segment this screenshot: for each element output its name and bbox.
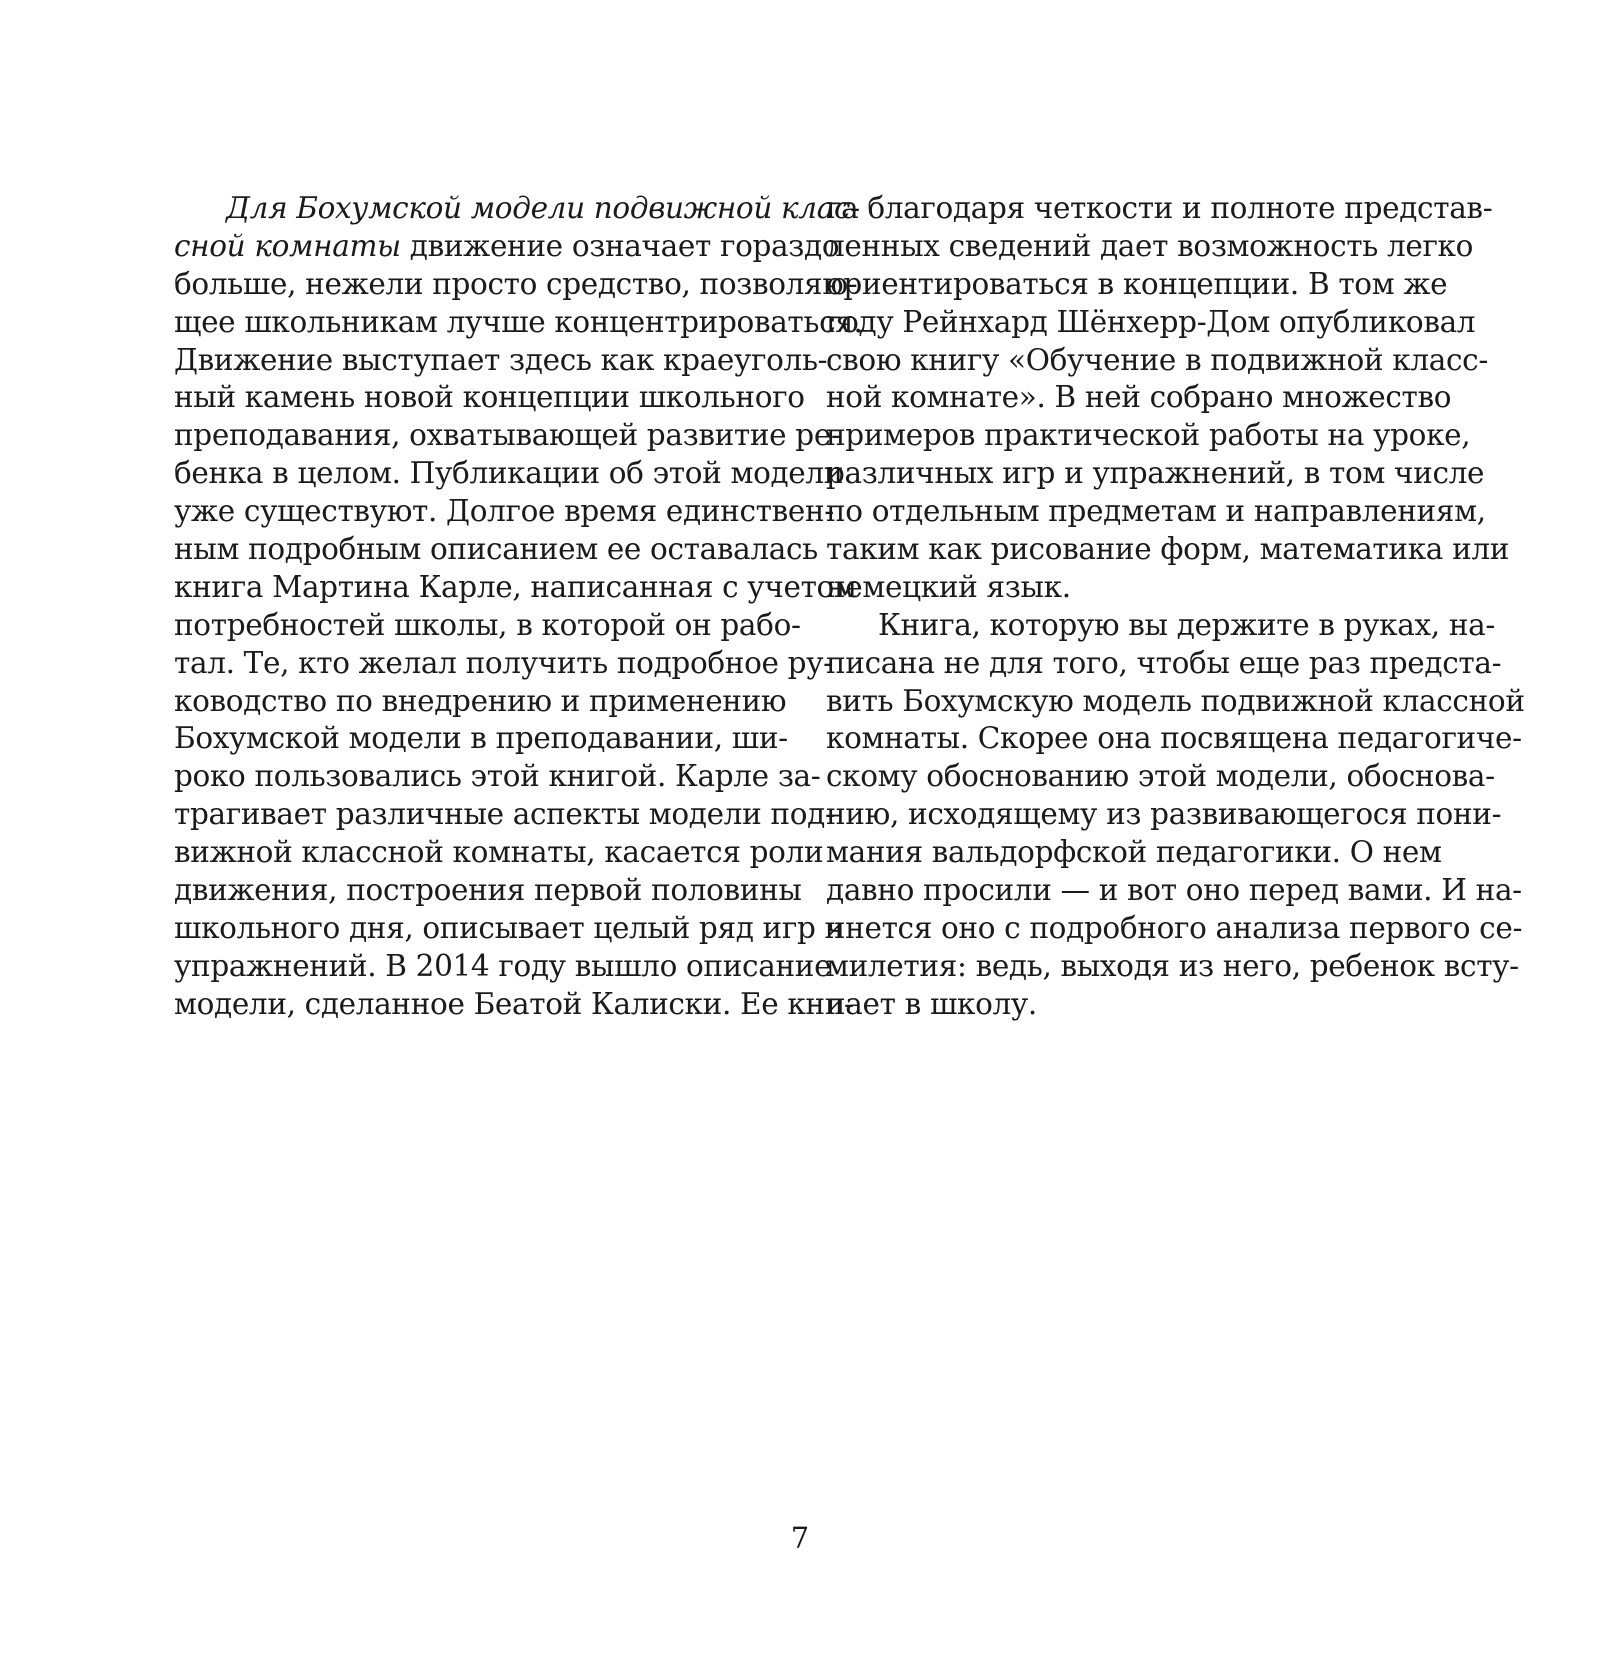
text-line: скому обоснованию этой модели, обоснова- [826, 759, 1495, 794]
text-line: мания вальдорфской педагогики. О нем [826, 835, 1442, 870]
text-line: преподавания, охватывающей развитие ре- [174, 418, 841, 453]
text-line: трагивает различные аспекты модели под- [174, 797, 835, 832]
text-line: таким как рисование форм, математика или [826, 532, 1510, 567]
text-fragment: движение означает гораздо [400, 228, 840, 263]
text-line: ным подробным описанием ее оставалась [174, 532, 818, 567]
text-line: вить Бохумскую модель подвижной классной [826, 683, 1525, 718]
left-text-column [174, 190, 863, 1024]
text-line: немецкий язык. [826, 569, 1071, 604]
text-line: пает в школу. [826, 986, 1037, 1021]
right-text-column [826, 190, 1525, 1024]
text-line: Книга, которую вы держите в руках, на- [878, 607, 1496, 642]
text-line: различных игр и упражнений, в том числе [826, 456, 1485, 491]
text-line: школьного дня, описывает целый ряд игр и [174, 910, 844, 945]
text-line [174, 228, 840, 266]
text-line: книга Мартина Карле, написанная с учетом [174, 569, 857, 604]
text-line: нию, исходящему из развивающегося пони- [826, 797, 1502, 832]
text-line: роко пользовались этой книгой. Карле за- [174, 759, 821, 794]
text-line: милетия: ведь, выходя из него, ребенок всту- [826, 948, 1519, 983]
text-line: потребностей школы, в которой он рабо- [174, 607, 801, 642]
text-line: по отдельным предметам и направлениям, [826, 494, 1486, 529]
text-line: упражнений. В 2014 году вышло описание [174, 948, 832, 983]
text-line: ный камень новой концепции школьного [174, 380, 805, 415]
text-line: Бохумской модели в преподавании, ши- [174, 721, 788, 756]
text-line: примеров практической работы на уроке, [826, 418, 1471, 453]
text-line: ленных сведений дает возможность легко [826, 228, 1474, 263]
text-line [174, 190, 860, 228]
page-number: 7 [790, 1521, 810, 1555]
italic-term: Для Бохумской модели подвижной клас- [226, 191, 860, 225]
text-line: га благодаря четкости и полноте представ- [826, 191, 1493, 225]
text-line: давно просили — и вот оно перед вами. И на- [826, 873, 1522, 908]
text-line: ной комнате». В ней собрано множество [826, 380, 1452, 415]
text-line: бенка в целом. Публикации об этой модели [174, 456, 844, 491]
text-line: больше, нежели просто средство, позволяю- [174, 266, 858, 301]
text-line: комнаты. Скорее она посвящена педагогиче- [826, 721, 1522, 756]
text-line: модели, сделанное Беатой Калиски. Ее кни- [174, 986, 854, 1021]
text-line: Движение выступает здесь как краеуголь- [174, 342, 828, 377]
text-line: уже существуют. Долгое время единствен- [174, 494, 834, 529]
text-line: вижной классной комнаты, касается роли [174, 835, 824, 870]
text-line: чнется оно с подробного анализа первого се- [826, 910, 1523, 945]
text-line: писана не для того, чтобы еще раз предста- [826, 645, 1502, 680]
text-line: щее школьникам лучше концентрироваться. [174, 304, 863, 339]
text-line: ководство по внедрению и применению [174, 683, 787, 718]
text-line: ориентироваться в концепции. В том же [826, 266, 1448, 301]
italic-term: сной комнаты [174, 228, 401, 263]
text-line: свою книгу «Обучение в подвижной класс- [826, 342, 1488, 377]
text-line: тал. Те, кто желал получить подробное ру- [174, 645, 833, 680]
text-line: году Рейнхард Шёнхерр-Дом опубликовал [826, 304, 1476, 339]
text-line: движения, построения первой половины [174, 873, 802, 908]
